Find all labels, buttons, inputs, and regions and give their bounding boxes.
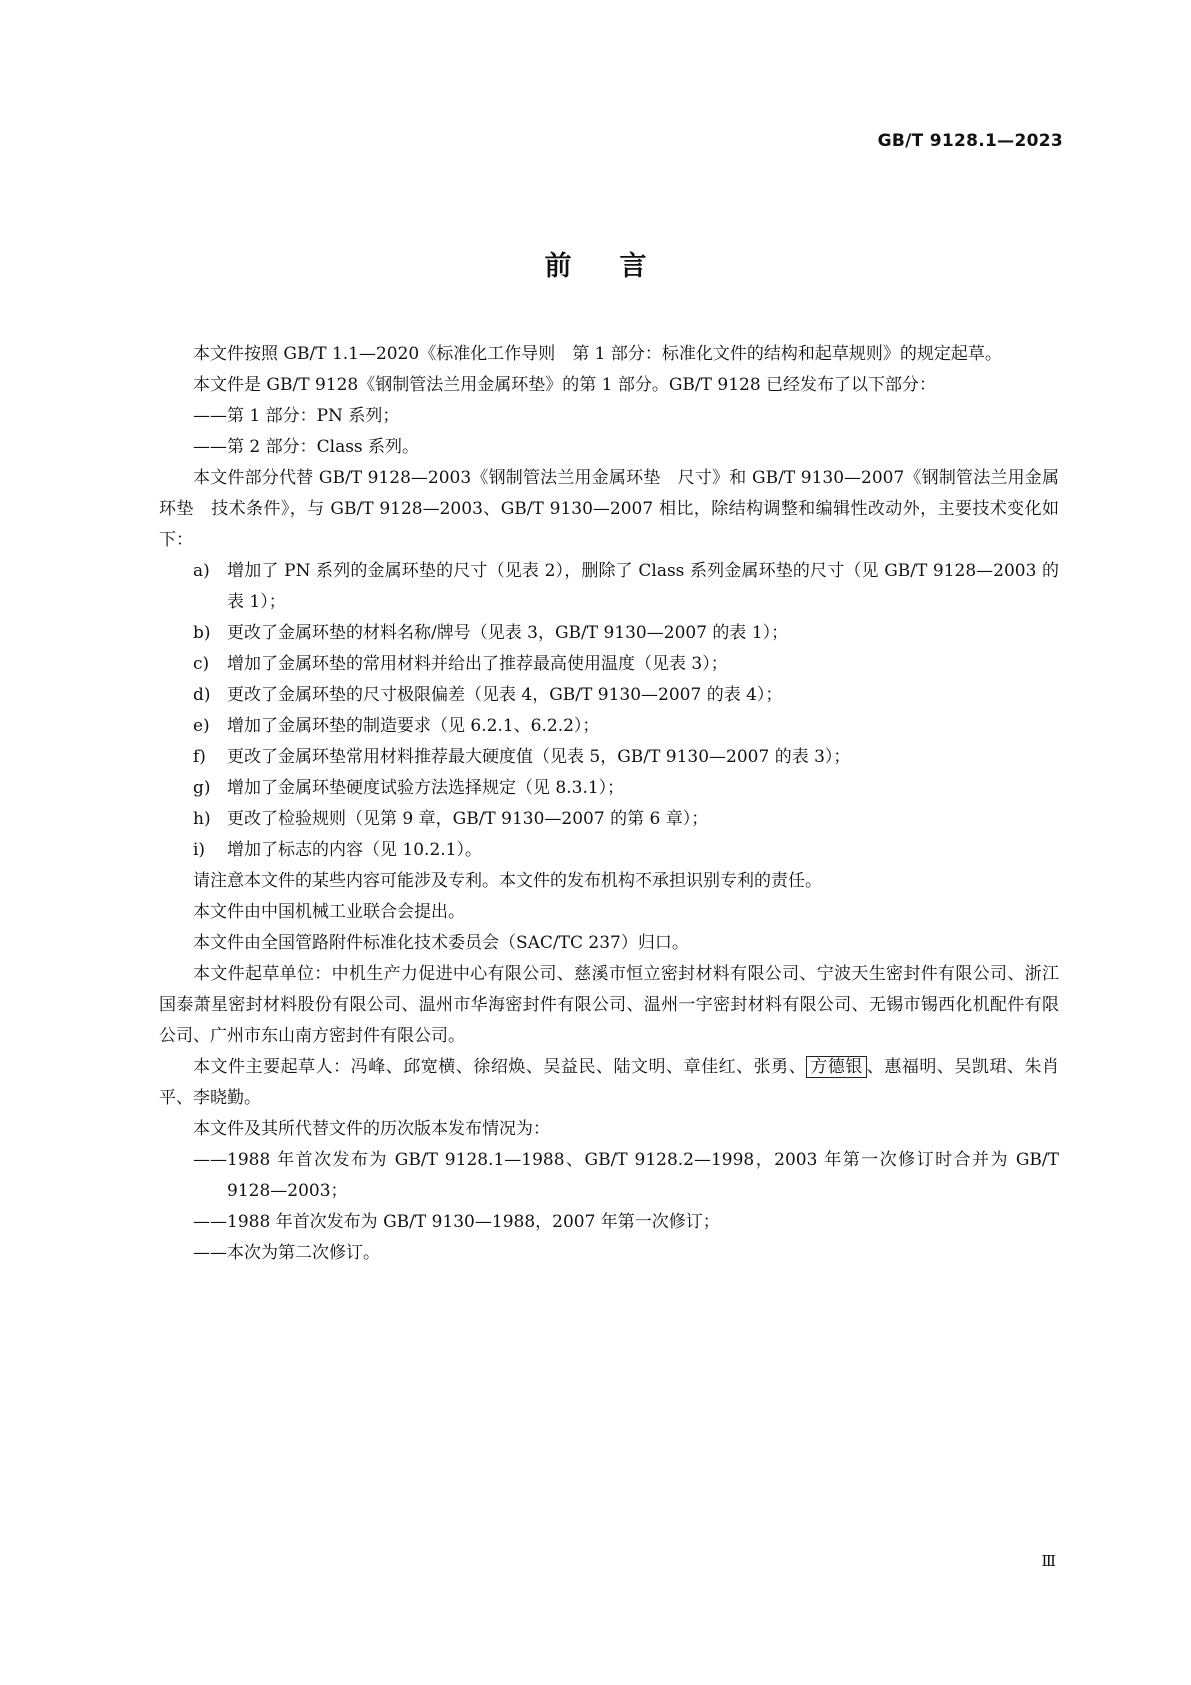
- changes-list: [159, 556, 1059, 866]
- drafters-list-start: 本文件主要起草人：冯峰、邱宽横、徐绍焕、吴益民、陆文明、章佳红、张勇、: [193, 1057, 807, 1077]
- change-text: 增加了金属环垫的制造要求（见 6.2.1、6.2.2）；: [227, 716, 600, 736]
- change-text: 更改了金属环垫常用材料推荐最大硬度值（见表 5，GB/T 9130—2007 的表 3）；: [227, 747, 851, 767]
- list-marker: c): [193, 654, 210, 674]
- paragraph-committee: 本文件由全国管路附件标准化技术委员会（SAC/TC 237）归口。: [193, 933, 689, 953]
- paragraph-part-info: 本文件是 GB/T 9128《钢制管法兰用金属环垫》的第 1 部分。GB/T 9128 已经发布了以下部分：: [193, 375, 937, 395]
- part-list-item: ——第 2 部分：Class 系列。: [193, 437, 420, 457]
- change-item: [159, 711, 1059, 742]
- paragraph-drafting-units: 本文件起草单位：中机生产力促进中心有限公司、慈溪市恒立密封材料有限公司、宁波天生密封件有限公司、浙江国泰萧星密封材料股份有限公司、温州市华海密封件有限公司、温州一宇密封材料有限公司、无锡市锡西化机配件有限公司、广州市东山南方密封件有限公司。: [159, 964, 1059, 1046]
- change-item: [159, 680, 1059, 711]
- list-marker: b): [193, 623, 211, 643]
- history-item: ——1988 年首次发布为 GB/T 9130—1988，2007 年第一次修订；: [193, 1212, 720, 1232]
- paragraph-patent-notice: 请注意本文件的某些内容可能涉及专利。本文件的发布机构不承担识别专利的责任。: [193, 871, 822, 891]
- foreword-body: [159, 339, 1059, 1269]
- history-item: ——1988 年首次发布为 GB/T 9128.1—1988、GB/T 9128.2—1998，2003 年第一次修订时合并为 GB/T 9128—2003；: [193, 1150, 1059, 1201]
- paragraph-replacement: 本文件部分代替 GB/T 9128—2003《钢制管法兰用金属环垫 尺寸》和 GB/T 9130—2007《钢制管法兰用金属环垫 技术条件》，与 GB/T 9128—2003、GB/T 9130—2007 相比，除结构调整和编辑性改动外，主要技术变化如下：: [159, 468, 1059, 550]
- change-text: 增加了标志的内容（见 10.2.1）。: [227, 840, 482, 860]
- history-item: ——本次为第二次修订。: [193, 1243, 380, 1263]
- change-text: 更改了金属环垫的尺寸极限偏差（见表 4，GB/T 9130—2007 的表 4）；: [227, 685, 783, 705]
- list-marker: e): [193, 716, 210, 736]
- page-title: 前言: [544, 251, 695, 282]
- change-item: [159, 773, 1059, 804]
- change-item: [159, 742, 1059, 773]
- change-item: [159, 556, 1059, 618]
- list-marker: h): [193, 809, 211, 829]
- paragraph-drafters: [159, 1052, 1059, 1114]
- change-item: [159, 618, 1059, 649]
- list-marker: i): [193, 840, 206, 860]
- drafters-list-end: 、惠福明、吴凯珺、朱肖平、李晓勤。: [159, 1057, 1060, 1108]
- paragraph-history-intro: 本文件及其所代替文件的历次版本发布情况为：: [193, 1119, 550, 1139]
- change-item: [159, 804, 1059, 835]
- change-item: [159, 649, 1059, 680]
- list-marker: a): [193, 561, 210, 581]
- boxed-name: 方德银: [806, 1056, 867, 1078]
- change-text: 增加了金属环垫的常用材料并给出了推荐最高使用温度（见表 3）；: [227, 654, 728, 674]
- standard-code: GB/T 9128.1—2023: [877, 131, 1063, 151]
- list-marker: f): [193, 747, 206, 767]
- change-text: 更改了金属环垫的材料名称/牌号（见表 3，GB/T 9130—2007 的表 1）；: [227, 623, 789, 643]
- part-list-item: ——第 1 部分：PN 系列；: [193, 406, 400, 426]
- change-text: 更改了检验规则（见第 9 章，GB/T 9130—2007 的第 6 章）；: [227, 809, 709, 829]
- list-marker: g): [193, 778, 211, 798]
- change-text: 增加了 PN 系列的金属环垫的尺寸（见表 2），删除了 Class 系列金属环垫的尺寸（见 GB/T 9128—2003 的表 1）；: [227, 561, 1059, 612]
- list-marker: d): [193, 685, 211, 705]
- page-number: Ⅲ: [1041, 1552, 1056, 1570]
- paragraph-drafting-rules: 本文件按照 GB/T 1.1—2020《标准化工作导则 第 1 部分：标准化文件的结构和起草规则》的规定起草。: [193, 344, 1002, 364]
- change-text: 增加了金属环垫硬度试验方法选择规定（见 8.3.1）；: [227, 778, 625, 798]
- change-item: [159, 835, 1059, 866]
- paragraph-proposer: 本文件由中国机械工业联合会提出。: [193, 902, 465, 922]
